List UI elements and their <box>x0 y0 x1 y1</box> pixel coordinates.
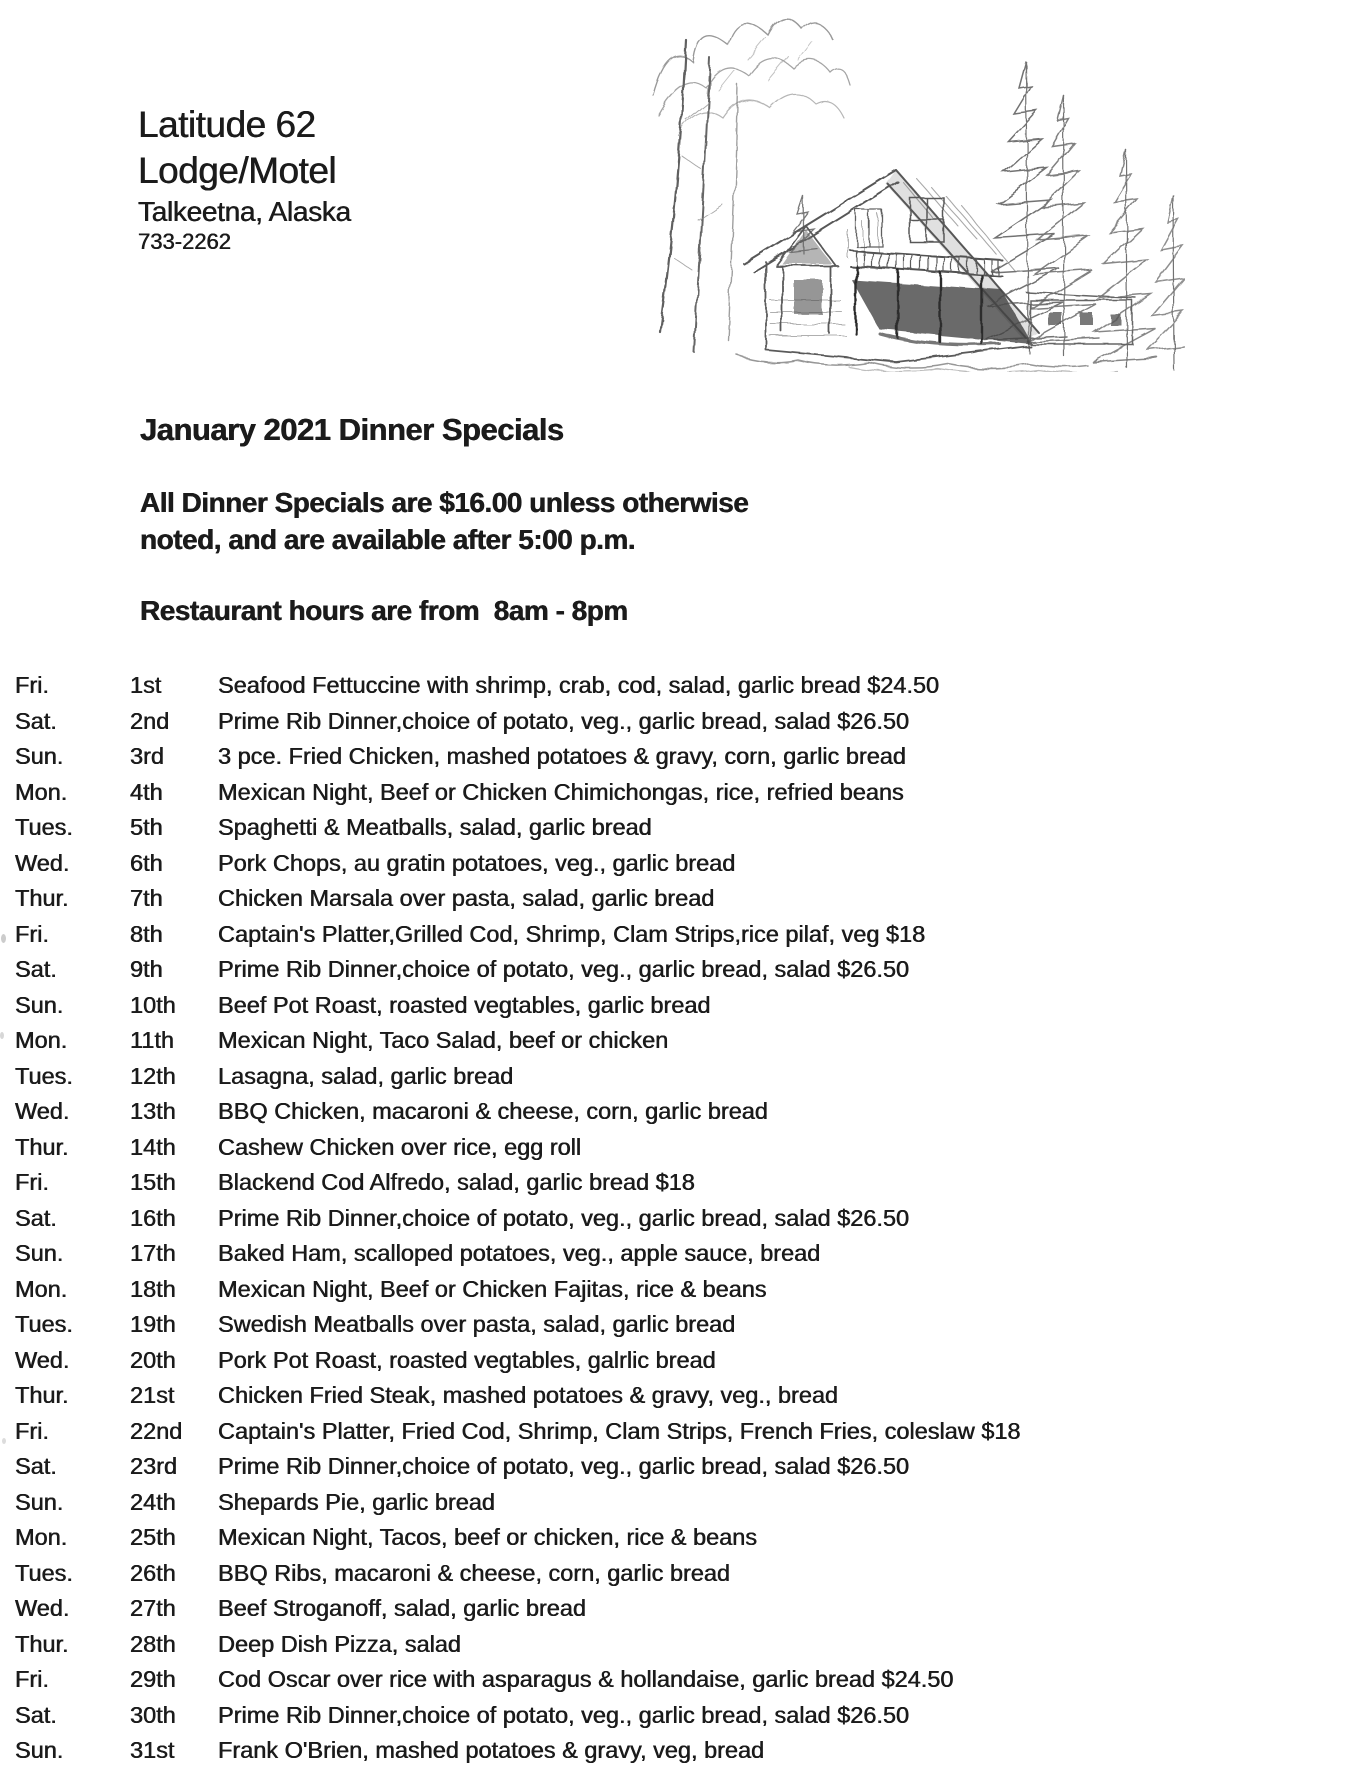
menu-row-desc: Pork Chops, au gratin potatoes, veg., garlic bread <box>218 849 736 876</box>
menu-row-date: 21st <box>130 1382 175 1408</box>
menu-row-desc: Prime Rib Dinner,choice of potato, veg., garlic bread, salad $26.50 <box>218 707 910 734</box>
menu-row-desc: Blackend Cod Alfredo, salad, garlic bread $18 <box>218 1169 695 1195</box>
restaurant-hours: Restaurant hours are from 8am - 8pm <box>140 595 628 626</box>
menu-row <box>15 814 1345 850</box>
menu-row-date: 14th <box>130 1133 176 1160</box>
menu-row-date: 20th <box>130 1346 176 1373</box>
lodge-phone-number: 733-2262 <box>138 229 231 254</box>
menu-row <box>15 1489 1345 1525</box>
menu-row-desc: Swedish Meatballs over pasta, salad, garlic bread <box>218 1311 736 1337</box>
menu-row-day: Sat. <box>15 707 57 734</box>
menu-row <box>15 1631 1345 1667</box>
menu-row <box>15 1702 1345 1738</box>
menu-row-date: 31st <box>130 1737 175 1763</box>
menu-row-day: Sat. <box>15 1453 57 1479</box>
menu-row-desc: BBQ Ribs, macaroni & cheese, corn, garlic bread <box>218 1559 731 1586</box>
menu-row-date: 27th <box>130 1595 176 1621</box>
menu-row <box>15 743 1345 779</box>
scan-artifact <box>1 934 6 943</box>
menu-row-day: Tues. <box>15 1062 73 1089</box>
menu-row <box>15 708 1345 744</box>
menu-row-date: 25th <box>130 1524 176 1550</box>
menu-row-day: Fri. <box>15 1169 49 1195</box>
menu-row-desc: Mexican Night, Taco Salad, beef or chicken <box>218 1027 669 1053</box>
menu-row-desc: Prime Rib Dinner,choice of potato, veg., garlic bread, salad $26.50 <box>218 1701 910 1728</box>
menu-row-day: Fri. <box>15 920 49 947</box>
menu-row-day: Mon. <box>15 1275 68 1302</box>
menu-row-date: 4th <box>130 778 163 805</box>
menu-row-day: Sun. <box>15 1240 64 1266</box>
page-title: January 2021 Dinner Specials <box>140 412 564 447</box>
menu-row-date: 6th <box>130 849 163 876</box>
menu-row <box>15 1169 1345 1205</box>
menu-row-date: 10th <box>130 991 176 1018</box>
menu-row-date: 29th <box>130 1666 176 1692</box>
menu-row <box>15 921 1345 957</box>
menu-row-desc: Deep Dish Pizza, salad <box>218 1630 461 1657</box>
menu-row <box>15 1666 1345 1702</box>
menu-row-day: Fri. <box>15 1666 49 1692</box>
menu-row-day: Thur. <box>15 1382 69 1408</box>
menu-row-day: Fri. <box>15 1417 49 1444</box>
menu-row <box>15 1382 1345 1418</box>
menu-row <box>15 1453 1345 1489</box>
menu-row <box>15 956 1345 992</box>
menu-row <box>15 850 1345 886</box>
menu-row <box>15 1205 1345 1241</box>
menu-row-day: Thur. <box>15 1133 69 1160</box>
menu-row-day: Wed. <box>15 1098 70 1124</box>
menu-row-desc: Captain's Platter, Fried Cod, Shrimp, Clam Strips, French Fries, coleslaw $18 <box>218 1417 1021 1444</box>
specials-list <box>15 672 1345 1773</box>
menu-row <box>15 1311 1345 1347</box>
menu-row-date: 16th <box>130 1204 176 1231</box>
menu-row <box>15 1737 1345 1773</box>
menu-row-day: Thur. <box>15 1630 69 1657</box>
menu-row-desc: Baked Ham, scalloped potatoes, veg., apple sauce, bread <box>218 1240 821 1266</box>
lodge-name-line1: Latitude 62 <box>138 104 316 145</box>
menu-row <box>15 1595 1345 1631</box>
menu-row-day: Mon. <box>15 778 68 805</box>
menu-row <box>15 1347 1345 1383</box>
menu-row-date: 19th <box>130 1311 176 1337</box>
menu-row-day: Mon. <box>15 1524 68 1550</box>
menu-row-date: 11th <box>130 1027 174 1053</box>
menu-row-desc: Pork Pot Roast, roasted vegtables, galrlic bread <box>218 1346 716 1373</box>
menu-row-desc: Prime Rib Dinner,choice of potato, veg., garlic bread, salad $26.50 <box>218 1453 910 1479</box>
scan-artifact <box>0 1032 4 1039</box>
menu-row-date: 23rd <box>130 1453 178 1479</box>
menu-row-desc: Chicken Marsala over pasta, salad, garlic bread <box>218 885 715 911</box>
menu-row-date: 30th <box>130 1701 176 1728</box>
menu-row-day: Sun. <box>15 1488 64 1515</box>
menu-row-desc: Shepards Pie, garlic bread <box>218 1488 495 1515</box>
menu-row <box>15 1063 1345 1099</box>
menu-row-desc: Beef Stroganoff, salad, garlic bread <box>218 1595 586 1621</box>
menu-row-desc: Mexican Night, Tacos, beef or chicken, rice & beans <box>218 1524 758 1550</box>
menu-row-day: Tues. <box>15 1311 73 1337</box>
menu-row-day: Sat. <box>15 956 57 982</box>
menu-row-desc: Cashew Chicken over rice, egg roll <box>218 1133 582 1160</box>
menu-row-desc: Lasagna, salad, garlic bread <box>218 1062 514 1089</box>
menu-row-desc: Seafood Fettuccine with shrimp, crab, cod, salad, garlic bread $24.50 <box>218 672 940 698</box>
menu-row-date: 12th <box>130 1062 176 1089</box>
menu-row <box>15 1276 1345 1312</box>
menu-row-date: 17th <box>130 1240 176 1266</box>
scan-artifact <box>2 1438 6 1444</box>
menu-row-day: Sun. <box>15 743 64 769</box>
menu-row-day: Tues. <box>15 1559 73 1586</box>
menu-row-date: 28th <box>130 1630 176 1657</box>
menu-row <box>15 1027 1345 1063</box>
menu-row-date: 3rd <box>130 743 164 769</box>
pricing-notice-line2: noted, and are available after 5:00 p.m. <box>140 524 636 555</box>
menu-row-date: 24th <box>130 1488 176 1515</box>
menu-row <box>15 1240 1345 1276</box>
menu-row-desc: Prime Rib Dinner,choice of potato, veg., garlic bread, salad $26.50 <box>218 956 910 982</box>
menu-row-desc: Cod Oscar over rice with asparagus & hollandaise, garlic bread $24.50 <box>218 1666 954 1692</box>
menu-row-date: 13th <box>130 1098 176 1124</box>
menu-row-desc: Mexican Night, Beef or Chicken Chimichongas, rice, refried beans <box>218 778 904 805</box>
menu-row-desc: Beef Pot Roast, roasted vegtables, garlic bread <box>218 991 711 1018</box>
menu-row <box>15 672 1345 708</box>
menu-row <box>15 1134 1345 1170</box>
menu-row-day: Sun. <box>15 991 64 1018</box>
menu-row-day: Sun. <box>15 1737 64 1763</box>
menu-row <box>15 779 1345 815</box>
menu-row-date: 9th <box>130 956 163 982</box>
pricing-notice-line1: All Dinner Specials are $16.00 unless otherwise <box>140 487 749 518</box>
menu-row <box>15 1524 1345 1560</box>
menu-row-day: Sat. <box>15 1204 57 1231</box>
menu-row-day: Wed. <box>15 1346 70 1373</box>
menu-row-desc: Frank O'Brien, mashed potatoes & gravy, veg, bread <box>218 1737 765 1763</box>
menu-row-desc: Mexican Night, Beef or Chicken Fajitas, rice & beans <box>218 1275 767 1302</box>
menu-row-desc: Captain's Platter,Grilled Cod, Shrimp, Clam Strips,rice pilaf, veg $18 <box>218 920 926 947</box>
menu-row-desc: 3 pce. Fried Chicken, mashed potatoes & gravy, corn, garlic bread <box>218 743 906 769</box>
menu-row-date: 26th <box>130 1559 176 1586</box>
menu-row <box>15 1418 1345 1454</box>
menu-row-day: Wed. <box>15 849 70 876</box>
menu-row-day: Fri. <box>15 672 49 698</box>
menu-row-date: 1st <box>130 672 162 698</box>
menu-row-desc: Chicken Fried Steak, mashed potatoes & gravy, veg., bread <box>218 1382 839 1408</box>
lodge-location: Talkeetna, Alaska <box>138 196 351 227</box>
menu-row-date: 22nd <box>130 1417 183 1444</box>
menu-row-date: 2nd <box>130 707 170 734</box>
menu-row-day: Tues. <box>15 814 73 840</box>
menu-row-desc: BBQ Chicken, macaroni & cheese, corn, garlic bread <box>218 1098 768 1124</box>
menu-row-day: Thur. <box>15 885 69 911</box>
menu-row <box>15 1560 1345 1596</box>
menu-row-desc: Prime Rib Dinner,choice of potato, veg., garlic bread, salad $26.50 <box>218 1204 910 1231</box>
menu-row <box>15 885 1345 921</box>
menu-row-day: Mon. <box>15 1027 68 1053</box>
menu-row-date: 8th <box>130 920 163 947</box>
menu-row-day: Sat. <box>15 1701 57 1728</box>
menu-row <box>15 992 1345 1028</box>
menu-row <box>15 1098 1345 1134</box>
menu-row-date: 15th <box>130 1169 176 1195</box>
menu-row-date: 5th <box>130 814 163 840</box>
menu-row-day: Wed. <box>15 1595 70 1621</box>
menu-row-date: 7th <box>130 885 163 911</box>
lodge-name-line2: Lodge/Motel <box>138 150 337 191</box>
menu-row-desc: Spaghetti & Meatballs, salad, garlic bread <box>218 814 652 840</box>
lodge-sketch <box>598 0 1185 372</box>
menu-row-date: 18th <box>130 1275 176 1302</box>
